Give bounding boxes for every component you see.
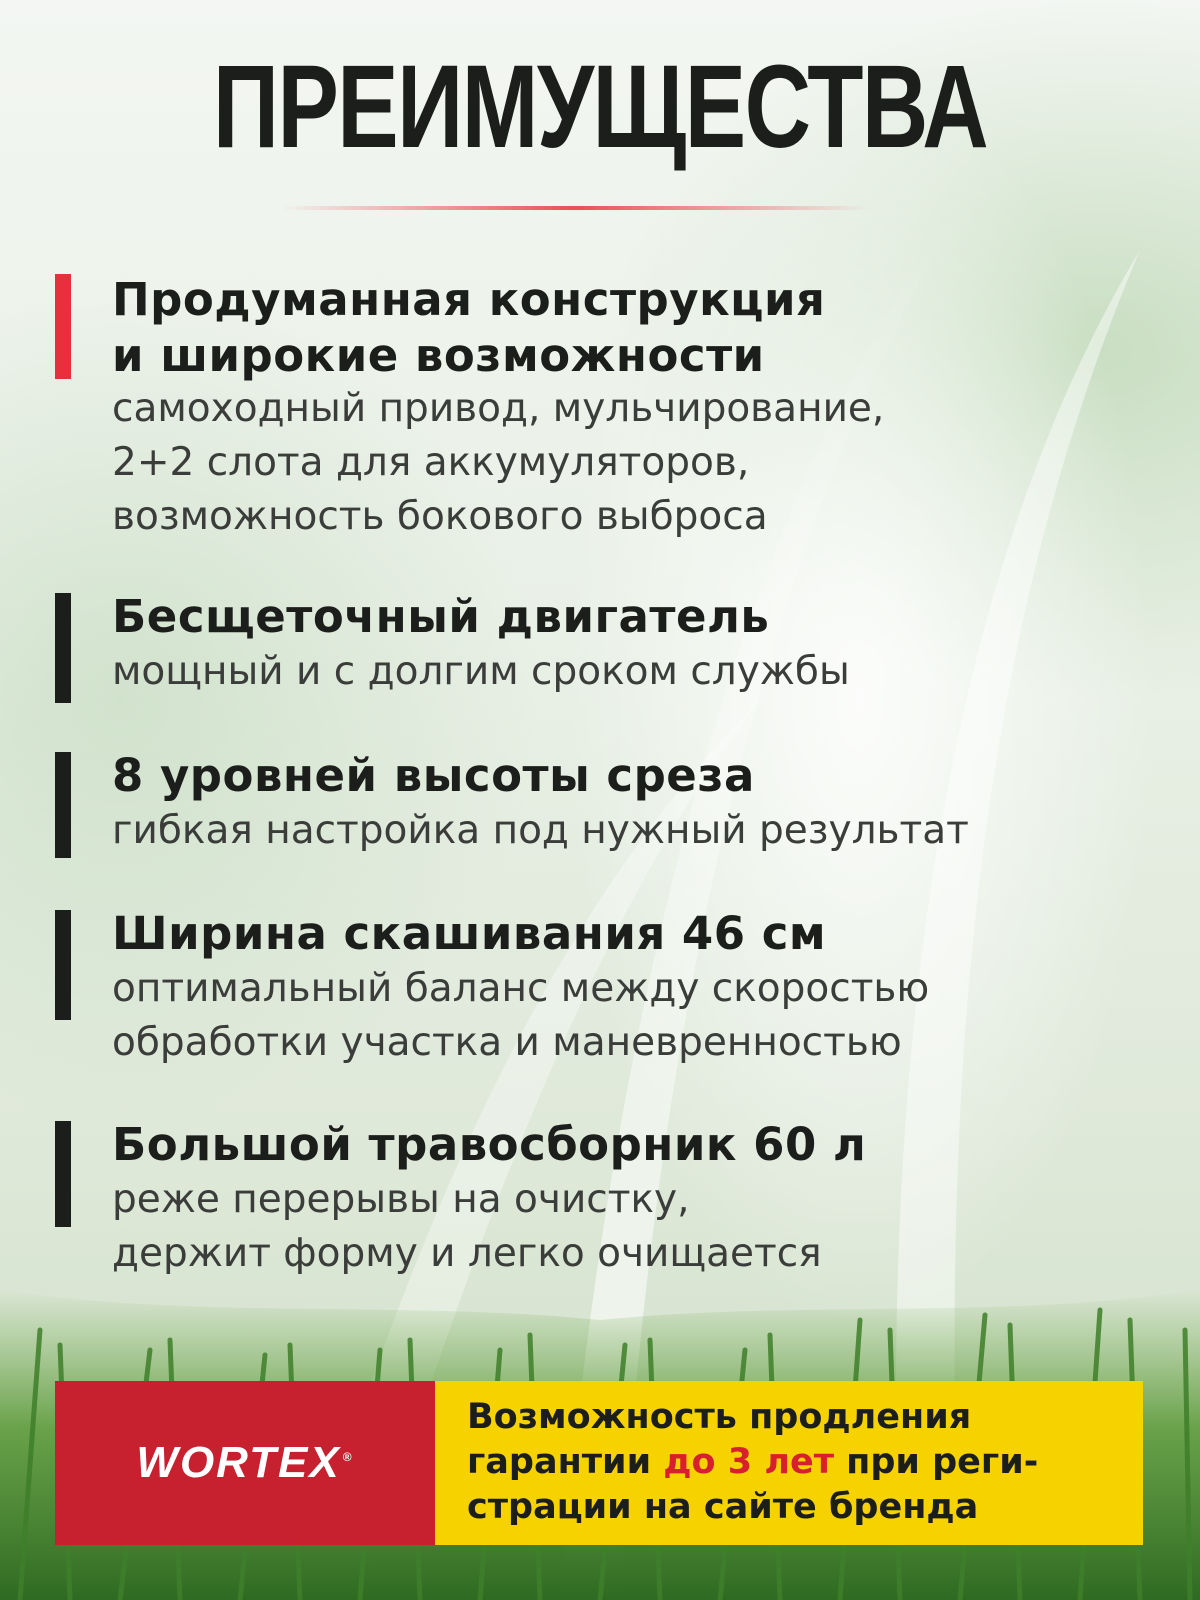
- feature-description: [112, 1173, 822, 1281]
- warranty-line: [467, 1440, 1143, 1485]
- page-title: ПРЕИМУЩЕСТВА: [212, 41, 988, 173]
- feature-heading: [112, 589, 769, 645]
- feature-description: [112, 962, 929, 1070]
- feature-accent-bar: [55, 274, 71, 379]
- feature-accent-bar: [55, 593, 71, 703]
- feature-accent-bar: [55, 1121, 71, 1227]
- feature-heading-line: 8 уровней высоты среза: [112, 749, 755, 802]
- feature-description: [112, 645, 850, 699]
- feature-description-line: реже перерывы на очистку,: [112, 1177, 690, 1222]
- feature-heading-line: Продуманная конструкция: [112, 273, 826, 326]
- warranty-line: страции на сайте бренда: [467, 1487, 979, 1527]
- feature-description-line: возможность бокового выброса: [112, 494, 768, 539]
- warranty-text-part: при реги-: [833, 1442, 1039, 1482]
- warranty-text: [435, 1381, 1143, 1545]
- feature-accent-bar: [55, 752, 71, 858]
- feature-description-line: самоходный привод, мульчирование,: [112, 386, 885, 431]
- warranty-highlight: до 3 лет: [663, 1442, 834, 1482]
- feature-heading: [112, 906, 826, 962]
- feature-heading-line: Бесщеточный двигатель: [112, 590, 770, 643]
- feature-description-line: мощный и с долгим сроком службы: [112, 649, 850, 694]
- feature-accent-bar: [55, 910, 71, 1020]
- feature-heading-line: и широкие возможности: [112, 329, 765, 382]
- title-divider: [280, 206, 870, 210]
- brand-name: WORTEX: [136, 1438, 341, 1487]
- feature-description-line: гибкая настройка под нужный результат: [112, 808, 969, 853]
- feature-heading: [112, 748, 755, 804]
- feature-description-line: держит форму и легко очищается: [112, 1231, 822, 1276]
- registered-mark: ®: [342, 1450, 354, 1465]
- wortex-logo: [136, 1438, 353, 1488]
- feature-description-line: обработки участка и маневренностью: [112, 1020, 902, 1065]
- feature-heading: [112, 1117, 866, 1173]
- feature-description-line: оптимальный баланс между скоростью: [112, 966, 930, 1011]
- feature-heading-line: Ширина скашивания 46 см: [112, 907, 827, 960]
- warranty-line: Возможность продления: [467, 1397, 972, 1437]
- feature-description-line: 2+2 слота для аккумуляторов,: [112, 440, 750, 485]
- brand-panel: [55, 1381, 435, 1545]
- feature-heading: [112, 272, 825, 384]
- warranty-banner: [55, 1381, 1143, 1545]
- feature-heading-line: Большой травосборник 60 л: [112, 1118, 867, 1171]
- feature-description: [112, 804, 969, 858]
- warranty-text-part: гарантии: [467, 1442, 664, 1482]
- feature-description: [112, 382, 884, 544]
